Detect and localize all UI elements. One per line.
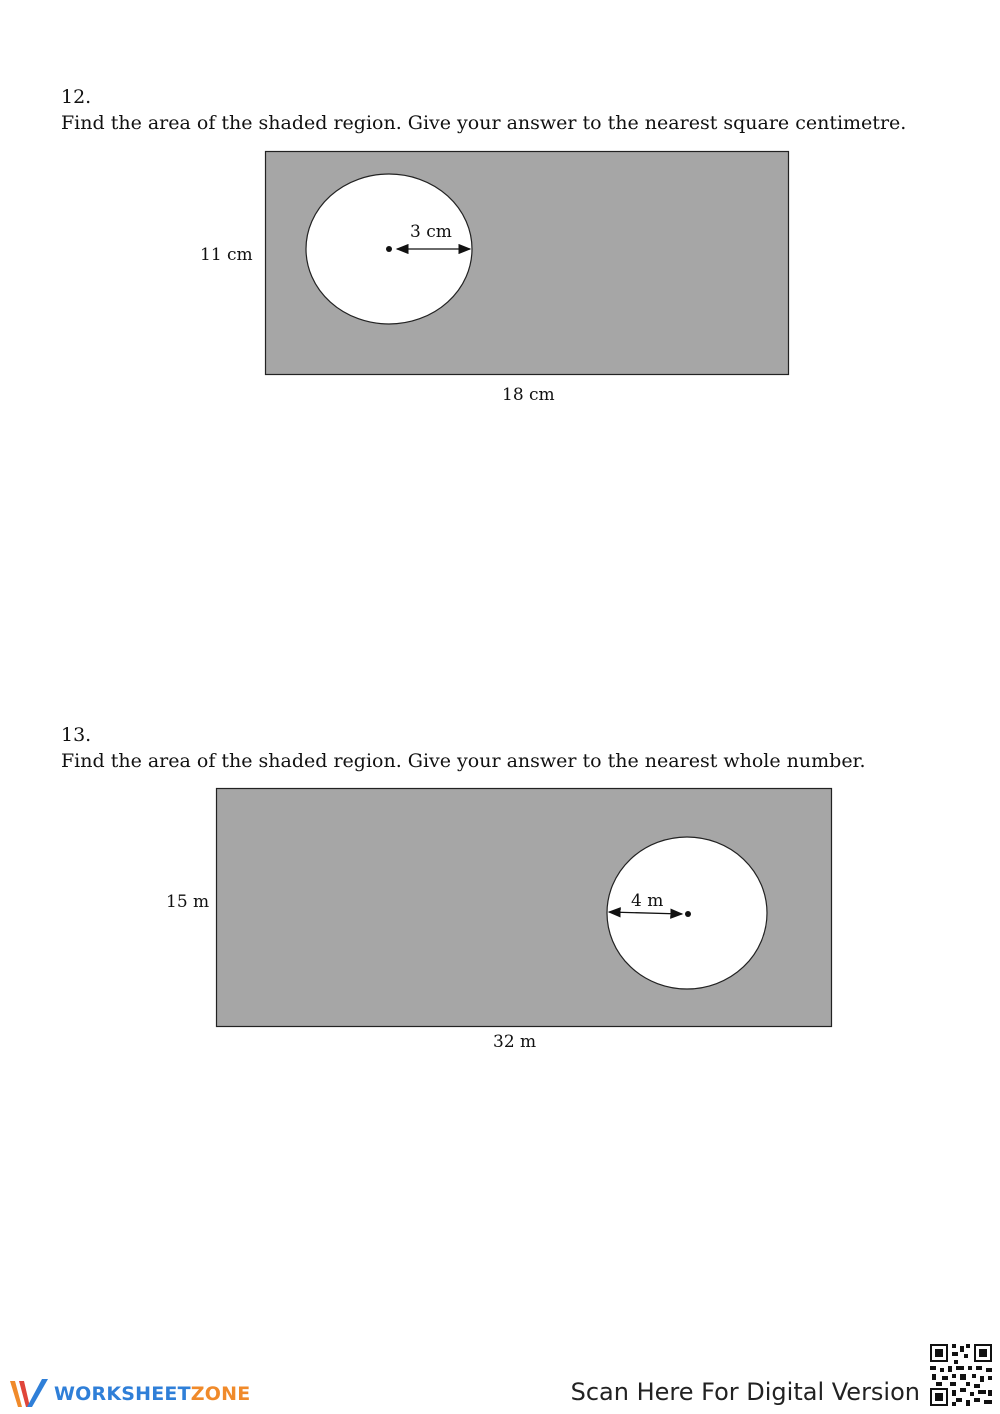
question-13-figure bbox=[0, 778, 1000, 1072]
radius-label: 3 cm bbox=[410, 222, 452, 242]
circle-center-dot bbox=[685, 911, 691, 917]
brand-part2: ZONE bbox=[190, 1383, 251, 1405]
question-12-number: 12. bbox=[61, 86, 92, 108]
worksheetzone-logo[interactable] bbox=[8, 1374, 250, 1414]
question-13-number: 13. bbox=[61, 724, 92, 746]
height-label: 11 cm bbox=[200, 245, 253, 265]
width-label: 18 cm bbox=[502, 385, 555, 405]
question-13-prompt: Find the area of the shaded region. Give your answer to the nearest whole number. bbox=[61, 750, 866, 772]
qr-code-icon[interactable] bbox=[928, 1342, 994, 1408]
radius-label: 4 m bbox=[631, 891, 664, 911]
question-12-diagram bbox=[0, 140, 1000, 420]
question-13-diagram bbox=[0, 778, 1000, 1068]
question-12-prompt: Find the area of the shaded region. Give your answer to the nearest square centimetre. bbox=[61, 112, 907, 134]
circle-center-dot bbox=[386, 246, 392, 252]
question-12-figure bbox=[0, 140, 1000, 424]
scan-label: Scan Here For Digital Version bbox=[570, 1378, 920, 1406]
width-label: 32 m bbox=[493, 1032, 537, 1052]
worksheetzone-logo-icon bbox=[8, 1377, 50, 1411]
brand-part1: WORKSHEET bbox=[54, 1383, 191, 1405]
height-label: 15 m bbox=[166, 892, 210, 912]
